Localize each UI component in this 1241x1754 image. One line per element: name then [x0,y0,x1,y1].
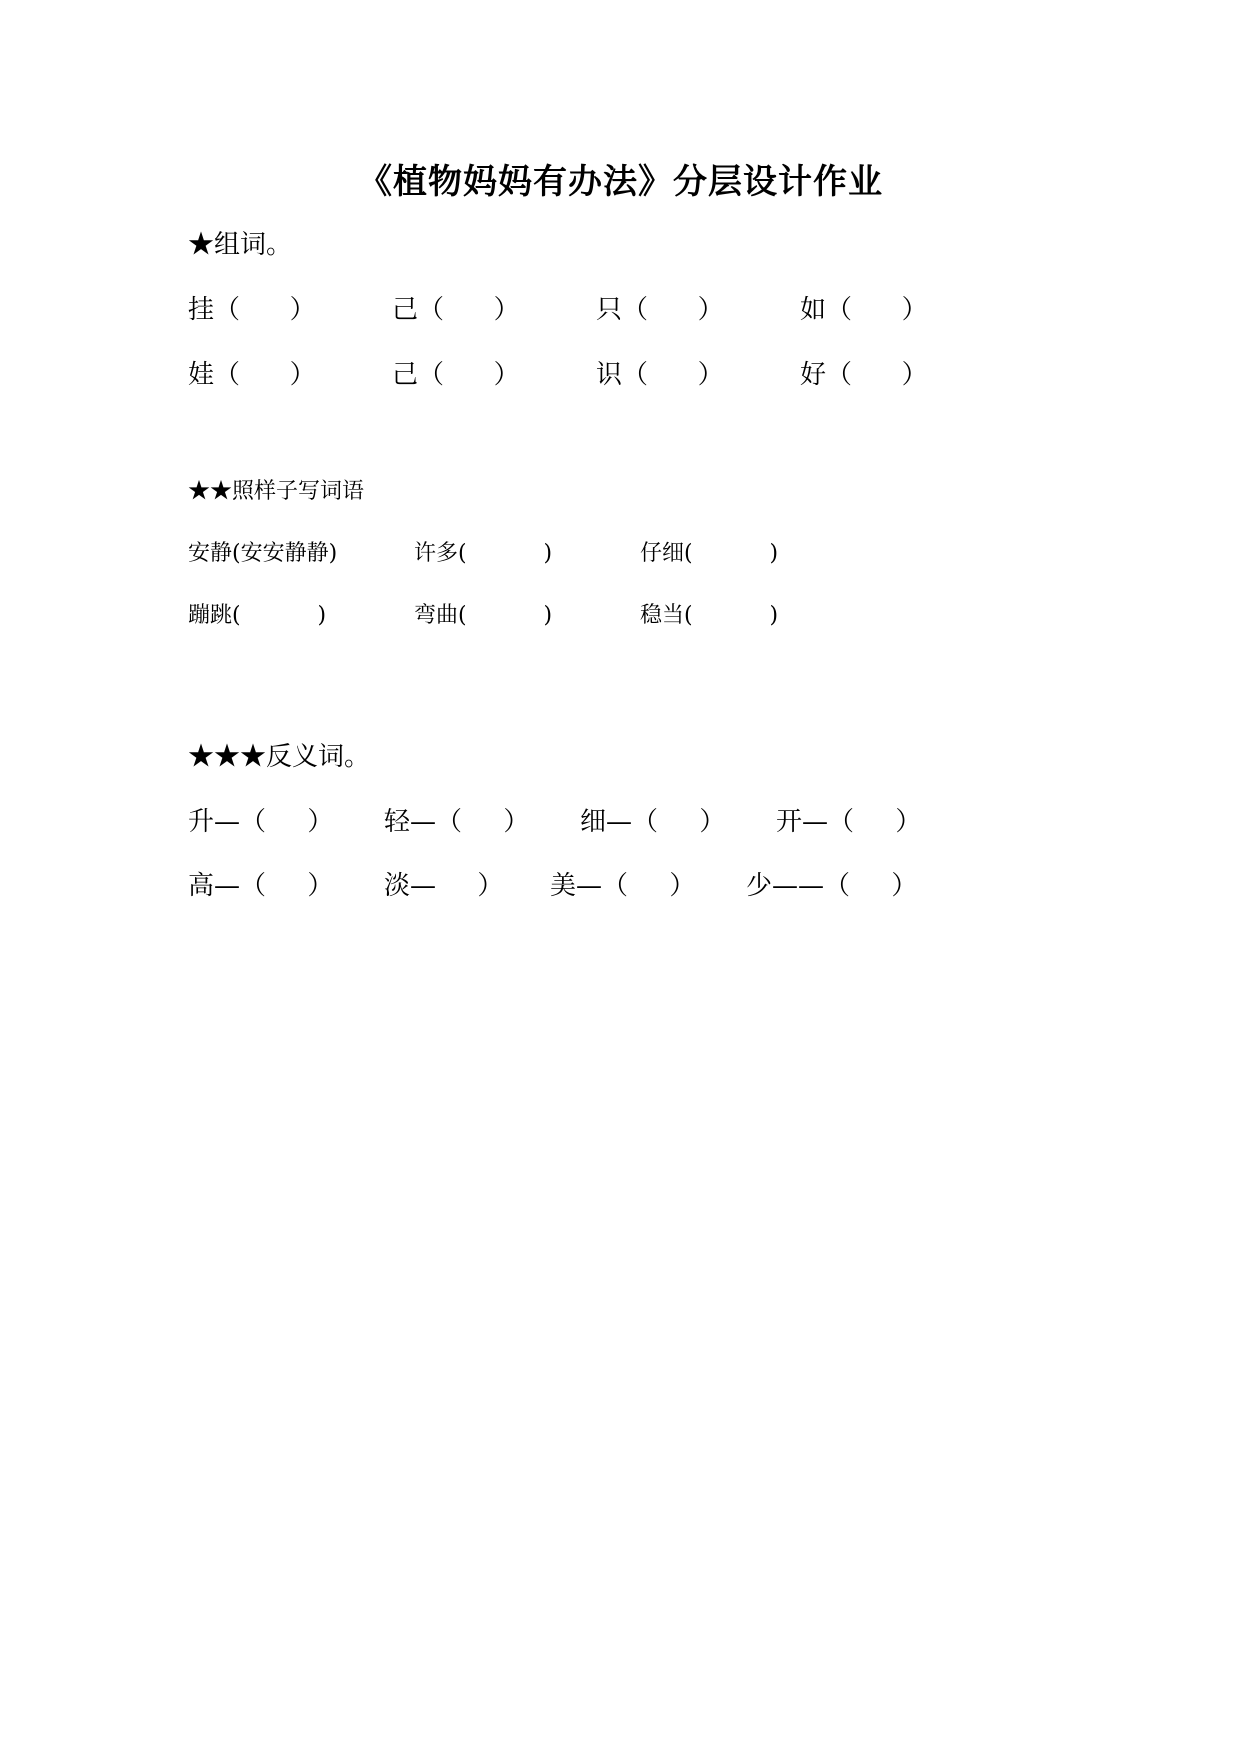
word-blank: 娃（ ） [188,360,316,390]
word-blank: 许多( ) [414,541,553,566]
word-blank: 识（ ） [596,360,724,390]
antonym-blank: 淡— ） [384,871,504,901]
antonym-blank: 开—（ ） [776,807,922,837]
word-blank: 己（ ） [392,295,520,325]
section-3-heading: ★★★反义词。 [188,742,371,772]
section-2-heading: ★★照样子写词语 [188,479,365,504]
example-word: 安静(安安静静) [188,541,338,566]
word-blank: 如（ ） [800,295,928,325]
word-blank: 己（ ） [392,360,520,390]
antonym-blank: 美—（ ） [550,871,696,901]
word-blank: 只（ ） [596,295,724,325]
section-1-heading: ★组词。 [188,230,293,260]
antonym-blank: 轻—（ ） [384,807,530,837]
antonym-blank: 升—（ ） [188,807,334,837]
page-title: 《植物妈妈有办法》分层设计作业 [358,162,883,202]
antonym-blank: 细—（ ） [580,807,726,837]
word-blank: 弯曲( ) [414,603,553,628]
antonym-blank: 高—（ ） [188,871,334,901]
word-blank: 稳当( ) [640,603,779,628]
word-blank: 蹦跳( ) [188,603,327,628]
word-blank: 挂（ ） [188,295,316,325]
word-blank: 仔细( ) [640,541,779,566]
antonym-blank: 少——（ ） [746,871,918,901]
word-blank: 好（ ） [800,360,928,390]
